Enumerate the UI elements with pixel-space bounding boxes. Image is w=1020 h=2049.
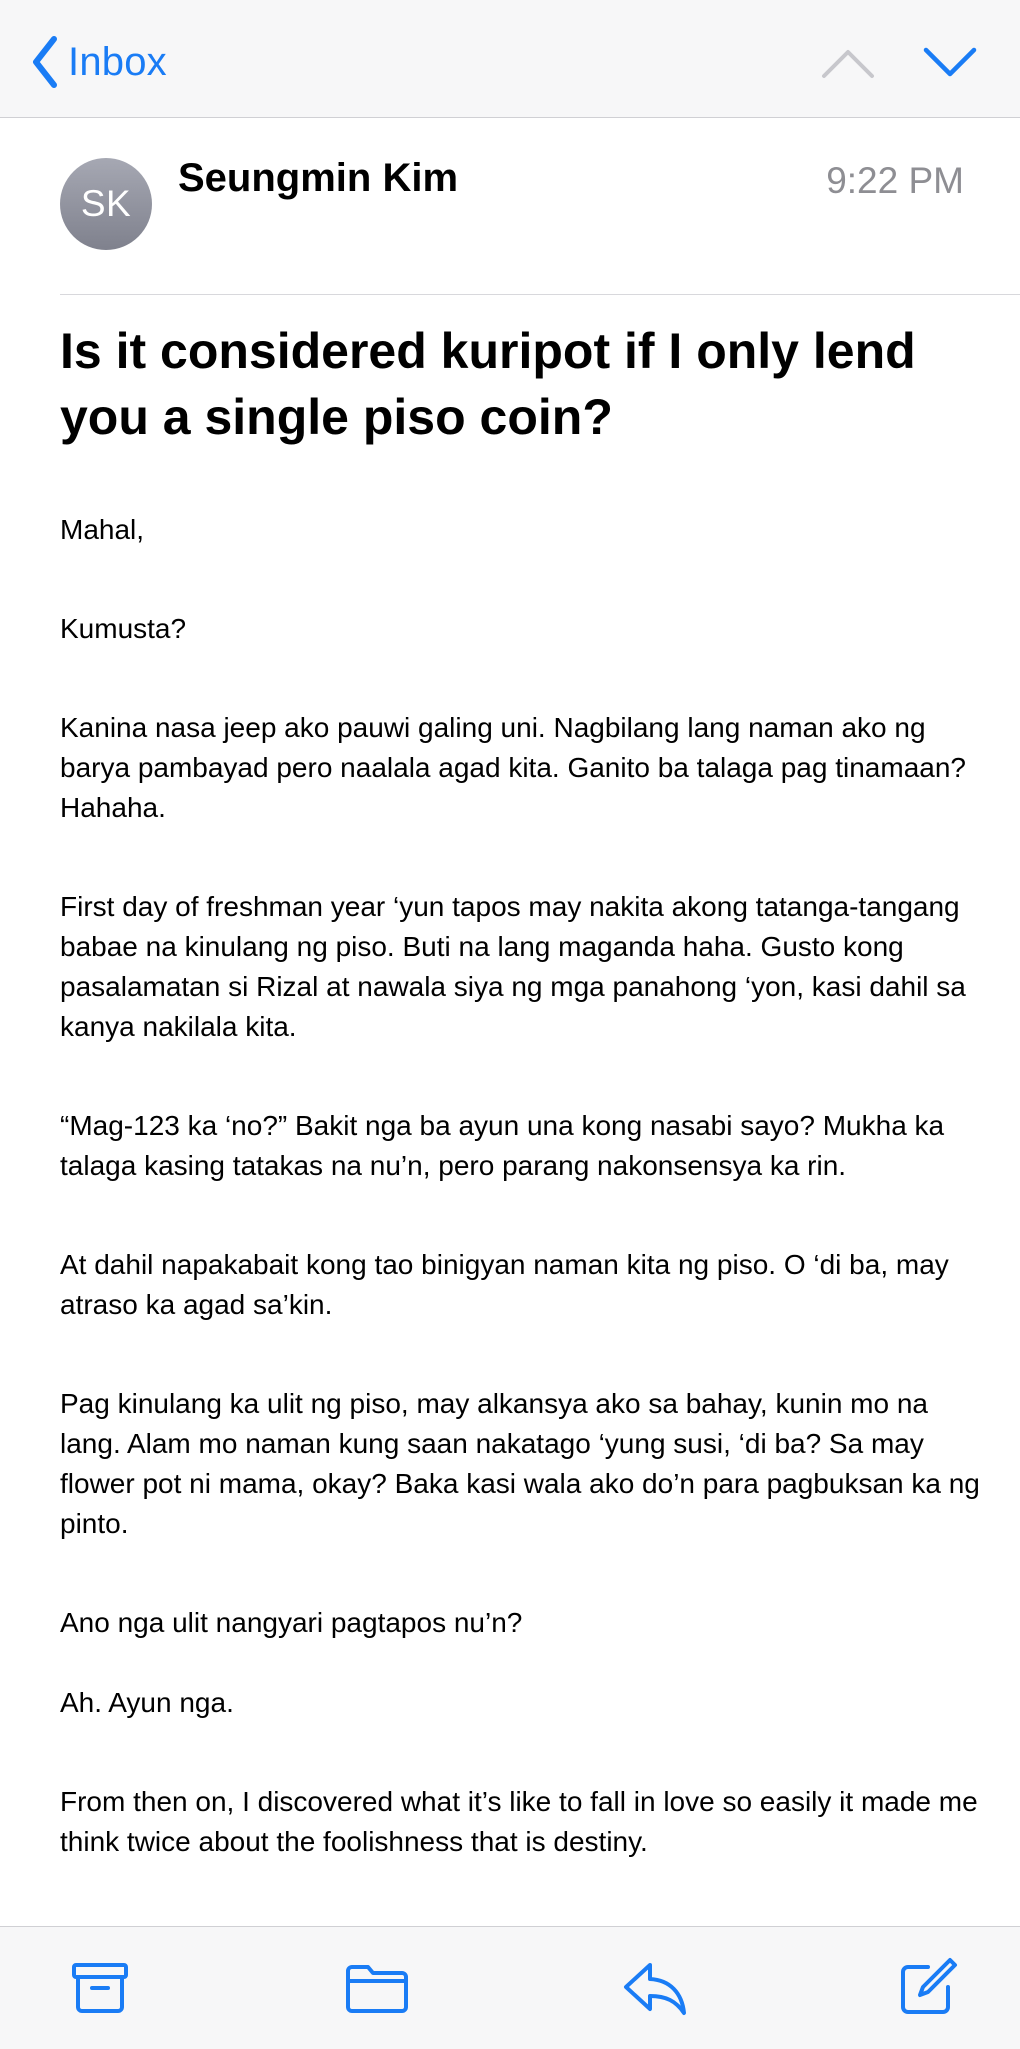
compose-icon bbox=[894, 1955, 960, 2021]
sender-name[interactable]: Seungmin Kim bbox=[178, 156, 459, 200]
back-label: Inbox bbox=[68, 39, 167, 84]
message-subject: Is it considered kuripot if I only lend you a single piso coin? bbox=[60, 323, 916, 445]
navigation-bar bbox=[0, 0, 1020, 118]
previous-message-button[interactable] bbox=[818, 40, 878, 84]
reply-icon bbox=[620, 1955, 690, 2021]
body-paragraph: Mahal, bbox=[60, 514, 145, 545]
archive-button[interactable] bbox=[67, 1955, 133, 2021]
back-to-inbox-button[interactable] bbox=[30, 30, 167, 94]
body-paragraph: Ah. Ayun nga. bbox=[60, 1687, 234, 1718]
move-to-folder-button[interactable] bbox=[342, 1955, 412, 2021]
body-paragraph: Kumusta? bbox=[60, 613, 187, 644]
body-paragraph: Kanina nasa jeep ako pauwi galing uni. Nagbilang lang naman ako ng barya pambayad pero naalala agad kita. Ganito ba talaga pag tinamaan? Hahaha. bbox=[60, 712, 966, 823]
bottom-toolbar bbox=[0, 1926, 1020, 2049]
chevron-left-icon bbox=[30, 35, 60, 89]
body-paragraph: Ano nga ulit nangyari pagtapos nu’n? bbox=[60, 1607, 523, 1638]
message-body bbox=[60, 510, 990, 1921]
body-paragraph: At dahil napakabait kong tao binigyan naman kita ng piso. O ‘di ba, may atraso ka agad sa’kin. bbox=[60, 1249, 949, 1320]
chevron-down-icon bbox=[920, 40, 980, 84]
body-paragraph: Pag kinulang ka ulit ng piso, may alkansya ako sa bahay, kunin mo na lang. Alam mo naman kung saan nakatago ‘yung susi, ‘di ba? Sa may flower pot ni mama, okay? Baka kasi wala ako do’n para pagbuksan ka ng pinto. bbox=[60, 1388, 980, 1539]
next-message-button[interactable] bbox=[920, 40, 980, 84]
sender-avatar[interactable]: SK bbox=[60, 158, 152, 250]
chevron-up-icon bbox=[818, 40, 878, 84]
reply-button[interactable] bbox=[620, 1955, 690, 2021]
archive-icon bbox=[67, 1955, 133, 2021]
body-paragraph: From then on, I discovered what it’s like to fall in love so easily it made me think twice about the foolishness that is destiny. bbox=[60, 1786, 978, 1857]
header-divider bbox=[60, 294, 1020, 295]
folder-icon bbox=[342, 1955, 412, 2021]
message-time: 9:22 PM bbox=[826, 160, 964, 201]
body-paragraph: First day of freshman year ‘yun tapos may nakita akong tatanga-tangang babae na kinulang ng piso. Buti na lang maganda haha. Gusto kong pasalamatan si Rizal at nawala siya ng mga panahong ‘yon, kasi dahil sa kanya nakilala kita. bbox=[60, 891, 966, 1042]
body-paragraph: “Mag-123 ka ‘no?” Bakit nga ba ayun una kong nasabi sayo? Mukha ka talaga kasing tatakas na nu’n, pero parang nakonsensya ka rin. bbox=[60, 1110, 945, 1181]
compose-button[interactable] bbox=[894, 1955, 960, 2021]
